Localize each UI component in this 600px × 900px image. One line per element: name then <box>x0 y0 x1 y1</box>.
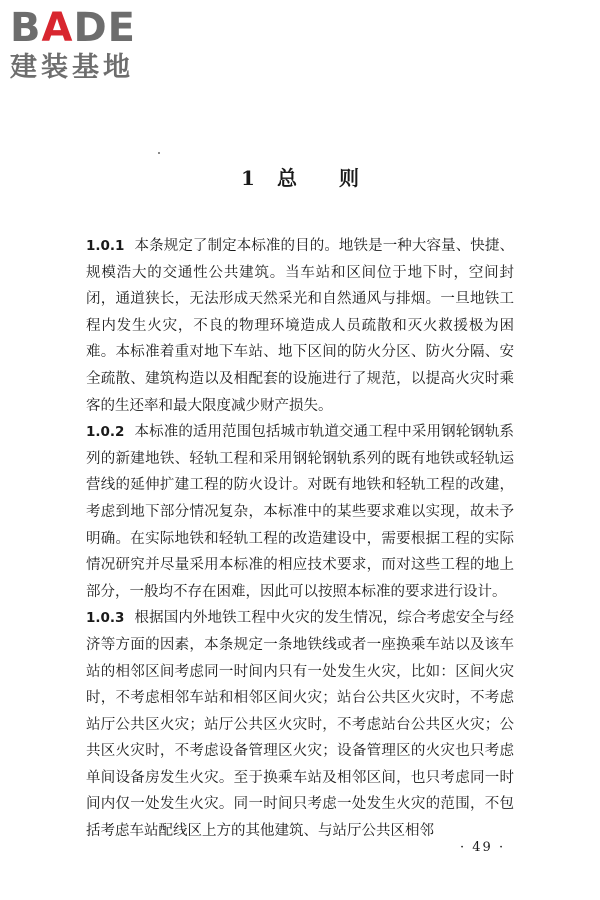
chapter-title-char-2: 则 <box>338 166 359 190</box>
logo-letters-de: DE <box>73 5 136 51</box>
logo-wordmark <box>10 6 180 50</box>
clause-number: 1.0.1 <box>86 238 125 254</box>
paragraph <box>86 419 514 605</box>
paragraph-text: 根据国内外地铁工程中火灾的发生情况，综合考虑安全与经济等方面的因素，本条规定一条地铁线或者一座换乘车站以及该车站的相邻区间考虑同一时间内只有一处发生火灾，比如：区间火灾时，不考虑相邻车站和相邻区间火灾；站台公共区火灾时，不考虑站厅公共区火灾；站厅公共区火灾时，不考虑站台公共区火灾；公共区火灾时，不考虑设备管理区火灾；设备管理区的火灾也只考虑单间设备房发生火灾。至于换乘车站及相邻区间，也只考虑同一时间内仅一处发生火灾。同一时间只考虑一处发生火灾的范围，不包括考虑车站配线区上方的其他建筑、与站厅公共区相邻 <box>86 610 514 840</box>
paragraph-text: 本标准的适用范围包括城市轨道交通工程中采用钢轮钢轨系列的新建地铁、轻轨工程和采用钢轮钢轨系列的既有地铁或轻轨运营线的延伸扩建工程的防火设计。对既有地铁和轻轨工程的改建，考虑到地下部分情况复杂，本标准中的某些要求难以实现，故未予明确。在实际地铁和轻轨工程的改造建设中，需要根据工程的实际情况研究并尽量采用本标准的相应技术要求，而对这些工程的地上部分，一般均不存在困难，因此可以按照本标准的要求进行设计。 <box>86 424 514 600</box>
paragraph <box>86 233 514 419</box>
page-number: · 49 · <box>460 840 506 855</box>
clause-number: 1.0.3 <box>86 610 125 627</box>
logo-cjk-text: 建装基地 <box>10 52 134 83</box>
logo-letter-b: B <box>10 5 42 51</box>
body-text <box>86 233 514 845</box>
clause-number: 1.0.2 <box>86 424 125 441</box>
scan-speck <box>158 152 160 154</box>
chapter-title <box>0 162 600 191</box>
logo-letter-a-accent: A <box>41 5 74 51</box>
chapter-number: 1 <box>241 166 255 190</box>
paragraph-text: 本条规定了制定本标准的目的。地铁是一种大容量、快捷、规模浩大的交通性公共建筑。当车站和区间位于地下时，空间封闭，通道狭长，无法形成天然采光和自然通风与排烟。一旦地铁工程内发生火灾，不良的物理环境造成人员疏散和灭火救援极为困难。本标准着重对地下车站、地下区间的防火分区、防火分隔、安全疏散、建筑构造以及相配套的设施进行了规范，以提高火灾时乘客的生还率和最大限度减少财产损失。 <box>86 238 514 414</box>
paragraph <box>86 605 514 844</box>
chapter-title-char-1: 总 <box>276 166 297 190</box>
bade-logo <box>10 6 180 84</box>
